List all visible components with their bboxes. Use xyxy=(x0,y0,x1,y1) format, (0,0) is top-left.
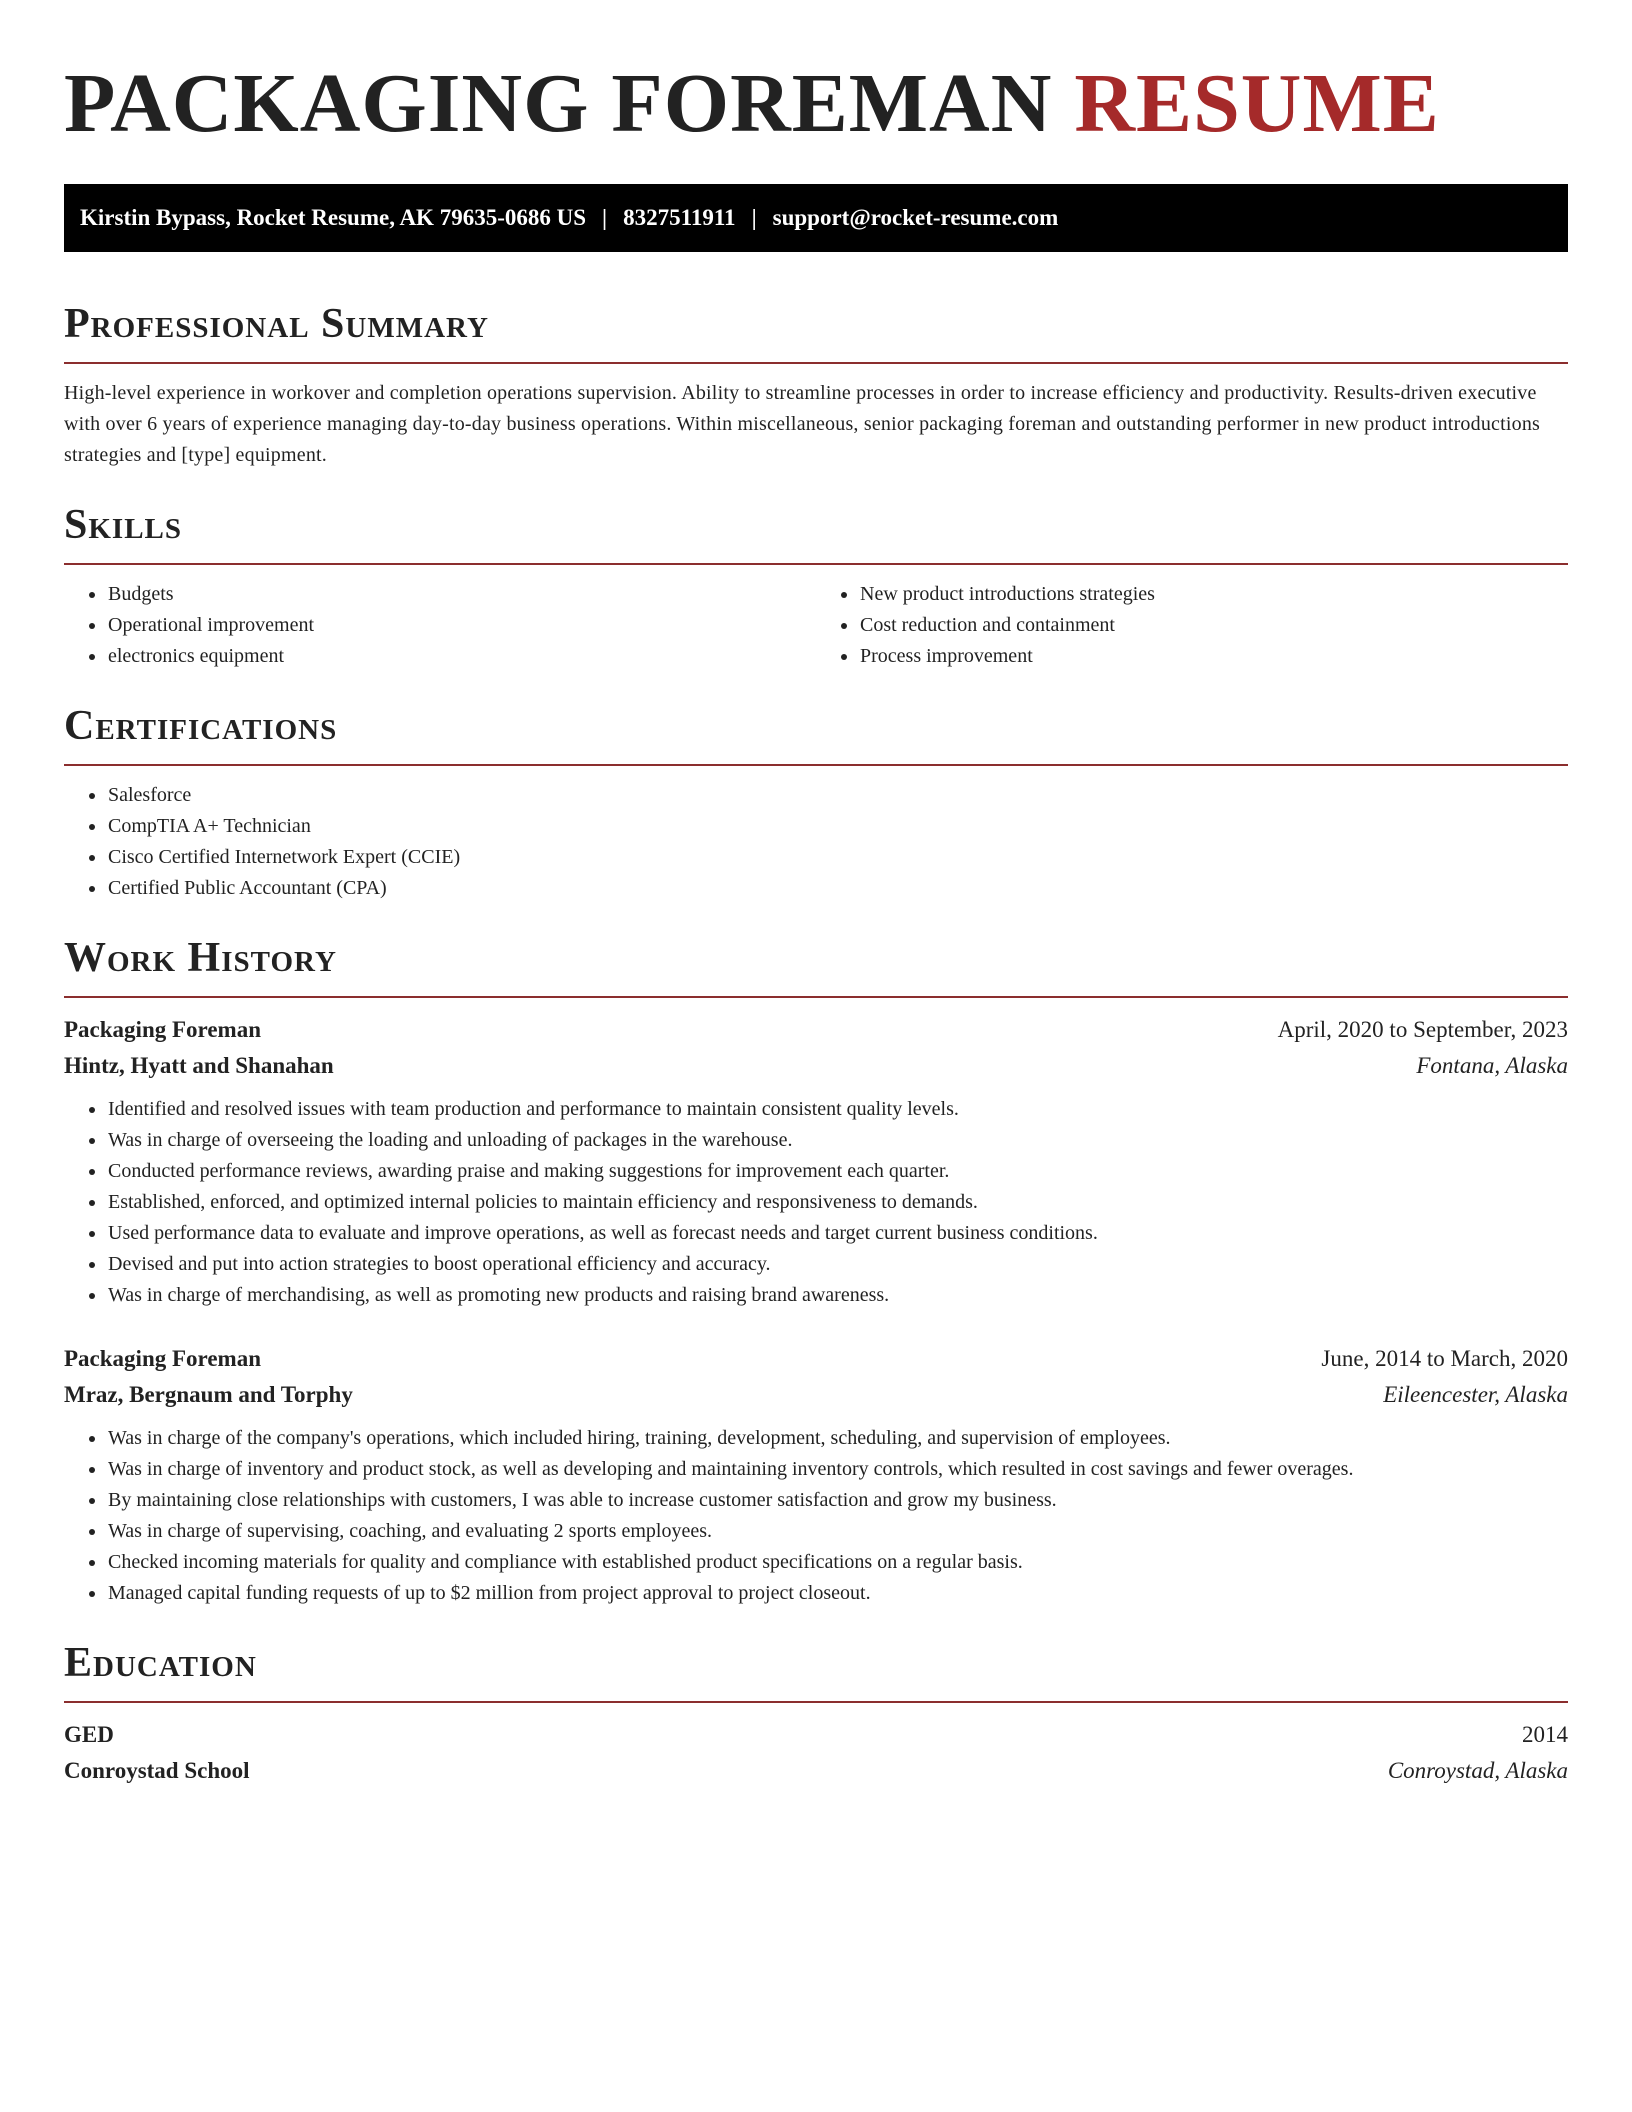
skills-section xyxy=(64,501,1568,672)
job-company-row xyxy=(64,1048,1568,1084)
section-divider xyxy=(64,996,1568,998)
section-divider xyxy=(64,764,1568,766)
skill-item: • New product introductions strategies xyxy=(859,579,1568,610)
education-school: Conroystad School xyxy=(64,1758,250,1783)
skill-item: • Process improvement xyxy=(859,641,1568,672)
certifications-list xyxy=(64,780,1568,904)
education-school-row xyxy=(64,1753,1568,1789)
job-bullets xyxy=(64,1094,1568,1311)
section-divider xyxy=(64,563,1568,565)
skills-grid xyxy=(64,579,1568,672)
job-bullet: • Devised and put into action strategies to boost operational efficiency and accuracy. xyxy=(107,1249,1568,1280)
section-divider xyxy=(64,1701,1568,1703)
skill-item: • electronics equipment xyxy=(107,641,816,672)
job-company: Mraz, Bergnaum and Torphy xyxy=(64,1382,353,1407)
certification-item: • CompTIA A+ Technician xyxy=(107,811,1568,842)
job-location: Fontana, Alaska xyxy=(1416,1053,1568,1078)
contact-address: Kirstin Bypass, Rocket Resume, AK 79635-0686 US xyxy=(80,205,587,230)
job-header-row xyxy=(64,1012,1568,1048)
job-bullet: • Used performance data to evaluate and improve operations, as well as forecast needs and target current business conditions. xyxy=(107,1218,1568,1249)
summary-section xyxy=(64,300,1568,471)
certification-item: • Cisco Certified Internetwork Expert (CCIE) xyxy=(107,842,1568,873)
work-history-heading: Work History xyxy=(64,935,337,981)
title-accent: RESUME xyxy=(1074,57,1440,150)
work-history-section xyxy=(64,934,1568,1609)
title-main: PACKAGING FOREMAN xyxy=(64,57,1053,150)
job-bullet: • Identified and resolved issues with team production and performance to maintain consistent quality levels. xyxy=(107,1094,1568,1125)
job-bullet: • Was in charge of merchandising, as well as promoting new products and raising brand awareness. xyxy=(107,1280,1568,1311)
job-entry xyxy=(64,1341,1568,1609)
job-bullet: • Was in charge of overseeing the loading and unloading of packages in the warehouse. xyxy=(107,1125,1568,1156)
job-location: Eileencester, Alaska xyxy=(1383,1382,1568,1407)
job-bullet: • Established, enforced, and optimized internal policies to maintain efficiency and responsiveness to demands. xyxy=(107,1187,1568,1218)
education-heading: Education xyxy=(64,1640,257,1686)
resume-title xyxy=(64,56,1568,152)
job-header-row xyxy=(64,1341,1568,1377)
contact-phone: 8327511911 xyxy=(623,205,736,230)
summary-heading: Professional Summary xyxy=(64,301,489,347)
job-title: Packaging Foreman xyxy=(64,1017,261,1042)
job-bullets xyxy=(64,1423,1568,1609)
skills-heading: Skills xyxy=(64,502,183,548)
contact-bar xyxy=(64,184,1568,252)
certification-item: • Salesforce xyxy=(107,780,1568,811)
skill-item: • Cost reduction and containment xyxy=(859,610,1568,641)
education-degree-row xyxy=(64,1717,1568,1753)
job-dates: June, 2014 to March, 2020 xyxy=(1321,1346,1568,1371)
job-bullet: • Conducted performance reviews, awarding praise and making suggestions for improvement each quarter. xyxy=(107,1156,1568,1187)
contact-separator: | xyxy=(751,205,757,230)
skill-item: • Budgets xyxy=(107,579,816,610)
job-bullet: • Was in charge of the company's operations, which included hiring, training, development, scheduling, and supervision of employees. xyxy=(107,1423,1568,1454)
summary-text: High-level experience in workover and completion operations supervision. Ability to streamline processes in order to increase efficiency and productivity. Results-driven executive with over 6 years of experience managing day-to-day business operations. Within miscellaneous, senior packaging foreman and outstanding performer in new product introductions strategies and [type] equipment. xyxy=(64,382,1541,466)
contact-email: support@rocket-resume.com xyxy=(772,205,1059,230)
certifications-heading: Certifications xyxy=(64,703,338,749)
education-degree: GED xyxy=(64,1722,114,1747)
job-entry xyxy=(64,1012,1568,1311)
job-company-row xyxy=(64,1377,1568,1413)
education-location: Conroystad, Alaska xyxy=(1387,1758,1568,1783)
job-company: Hintz, Hyatt and Shanahan xyxy=(64,1053,334,1078)
skill-item: • Operational improvement xyxy=(107,610,816,641)
certifications-section xyxy=(64,702,1568,904)
skills-list-left xyxy=(64,579,816,672)
section-divider xyxy=(64,362,1568,364)
job-bullet: • Was in charge of supervising, coaching, and evaluating 2 sports employees. xyxy=(107,1516,1568,1547)
job-bullet: • Checked incoming materials for quality and compliance with established product specifications on a regular basis. xyxy=(107,1547,1568,1578)
education-section xyxy=(64,1639,1568,1789)
contact-separator: | xyxy=(602,205,608,230)
job-title: Packaging Foreman xyxy=(64,1346,261,1371)
job-dates: April, 2020 to September, 2023 xyxy=(1277,1017,1568,1042)
job-bullet: • Was in charge of inventory and product stock, as well as developing and maintaining inventory controls, which resulted in cost savings and fewer overages. xyxy=(107,1454,1568,1485)
job-bullet: • Managed capital funding requests of up to $2 million from project approval to project closeout. xyxy=(107,1578,1568,1609)
certification-item: • Certified Public Accountant (CPA) xyxy=(107,873,1568,904)
education-year: 2014 xyxy=(1522,1722,1568,1747)
job-bullet: • By maintaining close relationships with customers, I was able to increase customer satisfaction and grow my business. xyxy=(107,1485,1568,1516)
skills-list-right xyxy=(816,579,1568,672)
